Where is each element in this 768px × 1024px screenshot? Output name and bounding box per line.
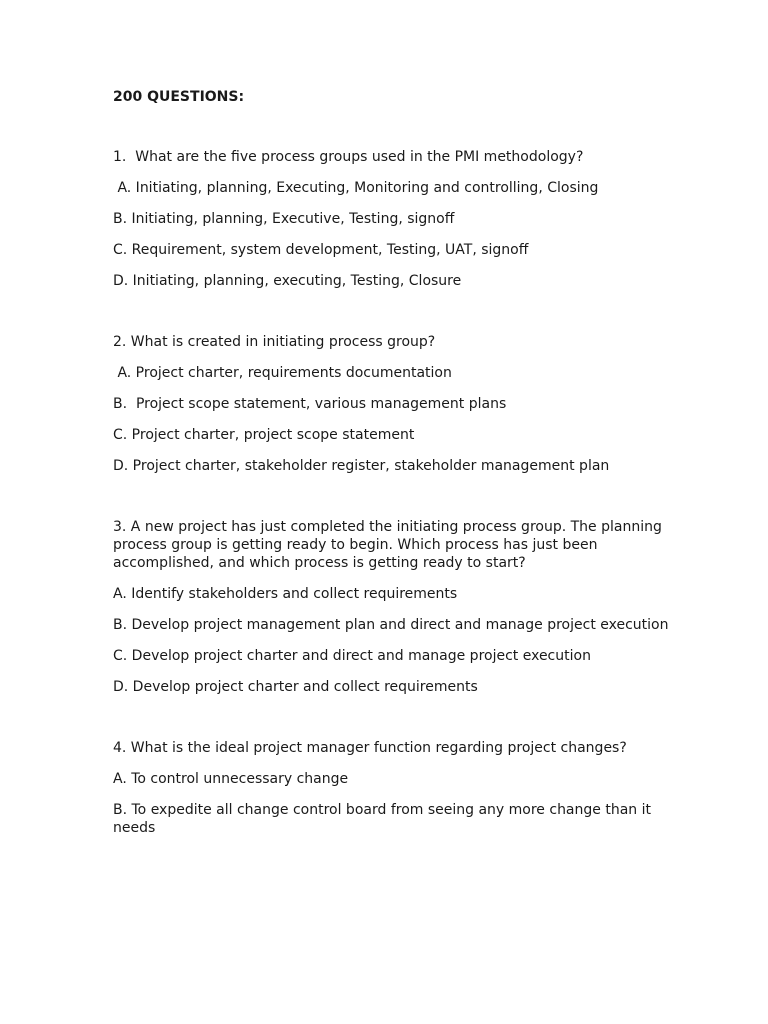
question-1 <box>113 148 673 290</box>
question-3 <box>113 518 673 696</box>
document-page <box>113 88 673 837</box>
answer-option-b: B. To expedite all change control board from seeing any more change than it needs <box>113 802 656 836</box>
answer-option-d: D. Initiating, planning, executing, Testing, Closure <box>113 273 462 289</box>
answer-option-a: A. Identify stakeholders and collect requirements <box>113 586 458 602</box>
answer-option-a: A. Project charter, requirements documentation <box>113 365 452 381</box>
question-4 <box>113 739 673 837</box>
answer-option-a: A. To control unnecessary change <box>113 771 349 787</box>
answer-option-a: A. Initiating, planning, Executing, Monitoring and controlling, Closing <box>113 180 599 196</box>
answer-option-b: B. Develop project management plan and direct and manage project execution <box>113 617 669 633</box>
answer-option-c: C. Requirement, system development, Testing, UAT, signoff <box>113 242 529 258</box>
question-text: 3. A new project has just completed the initiating process group. The planning process group is getting ready to begin. Which process has just been accomplished, and which process is getting ready to start? <box>113 519 667 571</box>
answer-option-d: D. Develop project charter and collect requirements <box>113 679 478 695</box>
answer-option-b: B. Project scope statement, various management plans <box>113 396 507 412</box>
answer-option-d: D. Project charter, stakeholder register, stakeholder management plan <box>113 458 610 474</box>
question-text: 2. What is created in initiating process group? <box>113 334 436 350</box>
answer-option-b: B. Initiating, planning, Executive, Testing, signoff <box>113 211 455 227</box>
question-text: 1. What are the five process groups used in the PMI methodology? <box>113 149 584 165</box>
question-text: 4. What is the ideal project manager function regarding project changes? <box>113 740 627 756</box>
question-2 <box>113 333 673 475</box>
document-title: 200 QUESTIONS: <box>113 89 245 105</box>
answer-option-c: C. Develop project charter and direct and manage project execution <box>113 648 591 664</box>
answer-option-c: C. Project charter, project scope statement <box>113 427 415 443</box>
